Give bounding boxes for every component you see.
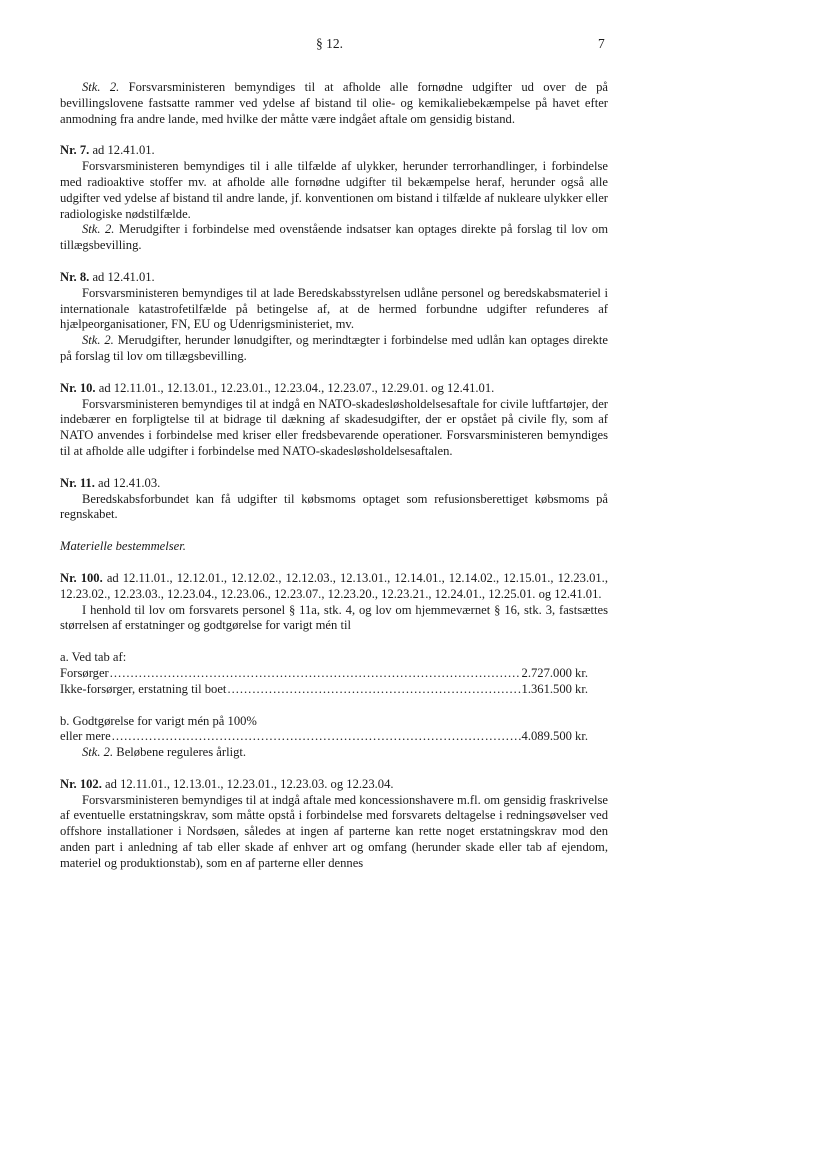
paragraph-text: Forsvarsministeren bemyndiges til at afholde alle fornødne udgifter ud over de på bevillingslovene fastsatte rammer ved ydelse af bistand til olie- og kemikaliebekæmpelse på havet efter anmodning fra andre lande, med hvilke der måtte være indgået aftale om gensidig bistand. (60, 80, 608, 126)
page-number: 7 (598, 36, 605, 51)
amount-value: 1.361.500 kr. (521, 681, 588, 696)
amount-value: 4.089.500 kr. (521, 729, 588, 744)
section-subheading: Materielle bestemmelser. (60, 539, 186, 554)
amount-value: 2.727.000 kr. (521, 665, 588, 680)
nr100-paragraph: I henhold til lov om forsvarets personel § 11a, stk. 4, og lov om hjemmeværnet § 16, stk. 3, fastsættes størrelsen af erstatninger og godtgørelse for varigt mén til (60, 602, 608, 633)
nr-label: Nr. 100. (60, 570, 103, 585)
section-heading: § 12. (316, 36, 343, 51)
paragraph-text: Beløbene reguleres årligt. (116, 745, 247, 760)
paragraph-text: Merudgifter, herunder lønudgifter, og merindtægter i forbindelse med udlån kan optages direkte på forslag til lov om tillægsbevilling. (60, 333, 608, 363)
list-item-b-label: b. Godtgørelse for varigt mén på 100% (60, 713, 257, 728)
page-header (0, 36, 828, 52)
dot-leader (110, 666, 521, 682)
stk-label: Stk. 2. (82, 80, 120, 94)
amount-label: Ikke-forsørger, erstatning til boet (60, 681, 227, 696)
nr-reference: ad 12.41.03. (98, 475, 161, 490)
nr10-paragraph: Forsvarsministeren bemyndiges til at indgå en NATO-skadesløsholdelsesaftale for civile luftfartøjer, der indebærer en forpligtelse til at bidrage til dækning af skadesudgifter, der er opstået på civile fly, som af NATO anvendes i forbindelse med kriser eller fredsbevarende operationer. Forsvarsministeren bemyndiges til at afholde alle udgifter i forbindelse med NATO-skadesløsholdelsesaftalen. (60, 396, 608, 458)
dot-leader (227, 682, 520, 698)
nr-label: Nr. 10. (60, 380, 96, 395)
nr-reference: ad 12.41.01. (92, 143, 155, 158)
nr-label: Nr. 8. (60, 269, 90, 284)
amount-row-varigt-men (60, 729, 588, 745)
stk2-paragraph (60, 80, 608, 127)
amount-row-forsorger (60, 666, 588, 682)
amount-label: Forsørger (60, 665, 109, 680)
nr-label: Nr. 11. (60, 475, 95, 490)
nr100-heading (60, 571, 608, 603)
stk-label: Stk. 2. (82, 333, 114, 348)
nr8-heading (60, 270, 608, 286)
amount-label: eller mere (60, 729, 111, 744)
nr100-stk2-paragraph (60, 745, 608, 761)
stk-label: Stk. 2. (82, 745, 114, 760)
nr8-stk2-paragraph (60, 333, 608, 365)
nr-reference: ad 12.11.01., 12.13.01., 12.23.01., 12.23.03. og 12.23.04. (105, 776, 394, 791)
paragraph-text: Merudgifter i forbindelse med ovenstående indsatser kan optages direkte på forslag til lov om tillægsbevilling. (60, 222, 608, 253)
nr102-heading (60, 777, 608, 793)
nr-label: Nr. 102. (60, 776, 102, 791)
nr10-heading (60, 381, 608, 397)
stk-label: Stk. 2. (82, 222, 115, 237)
nr11-heading (60, 476, 608, 492)
document-body (60, 80, 608, 872)
nr-reference: ad 12.11.01., 12.12.01., 12.12.02., 12.12.03., 12.13.01., 12.14.01., 12.14.02., 12.15.01., 12.23.01., 12.23.02., 12.23.03., 12.23.04., 12.23.06., 12.23.07., 12.23.20., 12.23.21., 12.24.01., 12.25.01. og 12.41.01. (60, 570, 608, 601)
nr-reference: ad 12.41.01. (92, 269, 155, 284)
nr7-paragraph: Forsvarsministeren bemyndiges til i alle tilfælde af ulykker, herunder terrorhandlinger, i forbindelse med radioaktive stoffer mv. at afholde alle fornødne udgifter til bekæmpelse heraf, herunder også alle udgifter ved ydelse af bistand til andre lande, jf. konventionen om bistand i tilfælde af nukleare ulykker eller radiologiske nødstilfælde. (60, 159, 608, 221)
nr-reference: ad 12.11.01., 12.13.01., 12.23.01., 12.23.04., 12.23.07., 12.29.01. og 12.41.01. (98, 380, 495, 395)
nr8-paragraph: Forsvarsministeren bemyndiges til at lade Beredskabsstyrelsen udlåne personel og beredskabsmateriel i internationale katastrofetilfælde på betingelse af, at de hermed forbundne udgifter refunderes af hjælpeorganisationer, FN, EU og Udenrigsministeriet, mv. (60, 285, 608, 332)
nr7-heading (60, 143, 608, 159)
amount-row-ikke-forsorger (60, 682, 588, 698)
materielle-heading (60, 539, 608, 555)
nr7-stk2-paragraph (60, 222, 608, 254)
nr11-paragraph: Beredskabsforbundet kan få udgifter til købsmoms optaget som refusionsberettiget købsmoms på regnskabet. (60, 491, 608, 522)
nr-label: Nr. 7. (60, 143, 90, 158)
nr102-paragraph: Forsvarsministeren bemyndiges til at indgå aftale med koncessionshavere m.fl. om gensidig fraskrivelse af eventuelle erstatningskrav, som måtte opstå i forbindelse med forsvarets deltagelse i redningsøvelser ved offshore installationer i Nordsøen, således at ingen af parterne kan rette noget erstatningskrav mod den anden part i anledning af tab eller skade af enhver art og omfang (herunder skade eller tab af ejendom, materiel og produktionstab), som en af parterne eller dennes (60, 792, 608, 870)
dot-leader (112, 729, 521, 745)
list-item-a-label: a. Ved tab af: (60, 650, 127, 665)
